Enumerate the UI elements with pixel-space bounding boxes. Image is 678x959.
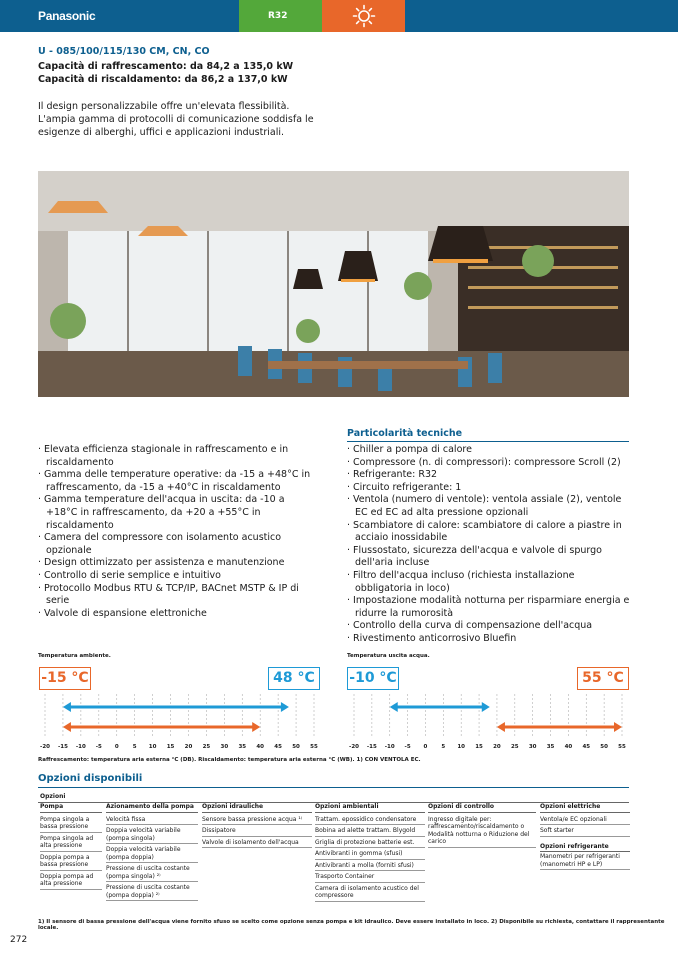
tick-label: 40 [564,744,573,750]
water-min-box: -10 °C [347,667,399,690]
options-item: Soft starter [540,826,630,837]
water-max-box: 55 °C [577,667,629,690]
options-column-head: Opzioni di controllo [428,803,536,813]
tick-label: 35 [546,744,555,750]
feature-item: · Design ottimizzato per assistenza e manutenzione [38,557,285,569]
options-item: Pressione di uscita costante (pompa doppia) ²⁾ [106,883,198,901]
tick-label: 50 [600,744,608,750]
options-title: Opzioni disponibili [38,773,143,784]
ambient-min-box: -15 °C [39,667,91,690]
tick-label: 30 [220,744,229,750]
heating-range-arrow-head-right [252,722,260,732]
options-column-head: Opzioni elettriche [540,803,630,813]
cooling-range-arrow-head-left [390,702,398,712]
tick-label: 45 [274,744,282,750]
tick-label: 30 [528,744,537,750]
options-item: Doppia pompa ad alta pressione [40,872,102,890]
ambient-max-box: 48 °C [268,667,320,690]
tech-divider [347,441,629,442]
feature-item: · Gamma temperature dell'acqua in uscita: da -10 a +18°C in raffrescamento, da +20 a +55°C in riscaldamento [38,494,285,531]
cooling-range-arrow-head-left [63,702,71,712]
tick-label: 0 [114,744,119,750]
tick-label: 25 [202,744,211,750]
options-column [315,803,425,903]
options-column [106,803,198,902]
options-item: Doppia pompa a bassa pressione [40,853,102,871]
tick-label: 20 [493,744,501,750]
options-item: Valvole di isolamento dell'acqua [202,838,312,849]
options-item: Sensore bassa pressione acqua ¹⁾ [202,815,312,826]
tech-item: · Circuito refrigerante: 1 [347,481,462,493]
options-divider [38,787,629,788]
tick-label: 15 [166,744,175,750]
tech-item: · Ventola (numero di ventole): ventola assiale (2), ventole EC ed EC ad alta pressione opzionali [347,494,622,518]
tech-item: · Rivestimento anticorrosivo Bluefin [347,632,517,644]
options-item: Trattam. epossidico condensatore [315,815,425,826]
tick-label: 25 [510,744,519,750]
model-title: U - 085/100/115/130 CM, CN, CO [38,46,210,57]
footnote: 1) Il sensore di bassa pressione dell'acqua viene fornito sfuso se scelto come opzione senza pompa e kit idraulico. Deve essere installato in loco. 2) Disponibile su richiesta, contattare il rappresentante locale. [38,919,665,931]
tick-label: 35 [238,744,247,750]
options-column [428,803,536,849]
tick-label: 10 [457,744,466,750]
options-column-head: Opzioni idrauliche [202,803,312,813]
tick-label: -20 [40,744,50,750]
intro-line: L'ampia gamma di protocolli di comunicazione soddisfa le [38,114,314,125]
feature-item: · Protocollo Modbus RTU & TCP/IP, BACnet MSTP & IP di serie [38,582,299,607]
cooling-range-arrow-head-right [281,702,289,712]
options-item: Doppia velocità variabile (pompa doppia) [106,845,198,863]
page-number: 272 [10,935,28,945]
sun-icon [352,4,376,28]
feature-item: · Gamma delle temperature operative: da -15 a +48°C in raffrescamento, da -15 a +40°C in riscaldamento [38,469,311,493]
tick-label: 5 [132,744,137,750]
options-item: Griglia di protezione batterie est. [315,838,425,849]
options-item: Trasporto Container [315,872,425,883]
tick-label: -20 [349,744,359,750]
tech-item: · Flussostato, sicurezza dell'acqua e valvole di spurgo dell'aria incluse [347,544,602,569]
tick-label: 20 [184,744,193,750]
heating-range-arrow-head-left [497,722,505,732]
range-footnote: Raffrescamento: temperatura aria esterna °C (DB). Riscaldamento: temperatura aria esterna °C (WB). 1) CON VENTOLA EC. [38,757,421,763]
tick-label: 15 [475,744,483,750]
feature-item: · Valvole di espansione elettroniche [38,607,207,619]
options-item: Bobina ad alette trattam. Blygold [315,826,425,837]
options-subhead [40,793,65,801]
tick-label: -10 [384,744,395,750]
options-item: Dissipatore [202,826,312,837]
options-column [540,803,630,870]
tick-label: 0 [423,744,428,750]
heating-range-arrow-head-left [63,722,71,732]
tick-label: 55 [310,744,318,750]
cooling-range-arrow-head-right [482,702,490,712]
options-column-head: Azionamento della pompa [106,803,198,813]
tech-item: · Chiller a pompa di calore [347,444,472,455]
options-column [40,803,102,891]
tech-title: Particolarità tecniche [347,428,463,439]
range-charts [0,690,678,754]
options-column-head: Opzioni ambientali [315,803,425,813]
intro-line: esigenze di alberghi, uffici e applicazioni industriali. [38,127,285,138]
tick-label: 40 [256,744,265,750]
options-item: Pompa singola ad alta pressione [40,834,102,852]
options-column-head: Pompa [40,803,102,813]
heating-range-arrow-head-right [614,722,622,732]
intro-line: Il design personalizzabile offre un'elevata flessibilità. [38,101,290,112]
restaurant-photo [38,171,629,397]
options-item: Antivibranti a molla (forniti sfusi) [315,861,425,872]
options-item: Velocità fissa [106,815,198,826]
feature-item: · Controllo di serie semplice e intuitivo [38,569,221,581]
refrigerant-label: R32 [268,11,288,21]
options-item: Antivibranti in gomma (sfusi) [315,849,425,860]
cooling-capacity: Capacità di raffrescamento: da 84,2 a 135,0 kW [38,61,294,72]
tick-label: -15 [57,744,68,750]
options-item: Pressione di uscita costante (pompa singola) ²⁾ [106,864,198,882]
options-subhead-label: Opzioni [40,793,66,800]
tick-label: -15 [366,744,377,750]
ambient-range-label: Temperatura ambiente. [38,653,111,659]
tick-label: 5 [441,744,446,750]
options-item: Camera di isolamento acustico del compressore [315,884,425,902]
tick-label: -5 [95,744,102,750]
tech-list [347,444,632,646]
tech-item: · Refrigerante: R32 [347,469,438,481]
options-item: Manometri per refrigeranti (manometri HP e LP) [540,852,630,870]
intro-text [38,100,338,139]
options-item: Ingresso digitale per: raffrescamento/riscaldamento o Modalità notturna o Riduzione del carico [428,815,536,848]
features-list [38,444,318,620]
heating-capacity: Capacità di riscaldamento: da 86,2 a 137,0 kW [38,74,288,85]
tick-label: 50 [292,744,300,750]
options-item: Ventola/e EC opzionali [540,815,630,826]
brand-logo: Panasonic [38,9,96,23]
water-range-label: Temperatura uscita acqua. [347,653,430,659]
options-column [202,803,312,849]
tech-item: · Compressore (n. di compressori): compressore Scroll (2) [347,456,621,468]
tick-label: 45 [582,744,591,750]
feature-item: · Elevata efficienza stagionale in raffrescamento e in riscaldamento [38,444,289,468]
tick-label: 55 [618,744,626,750]
tech-item: · Scambiatore di calore: scambiatore di calore a piastre in acciaio inossidabile [347,519,622,544]
feature-item: · Camera del compressore con isolamento acustico opzionale [38,532,282,556]
tech-item: · Filtro dell'acqua incluso (richiesta installazione obbligatoria in loco) [347,569,575,594]
options-item: Pompa singola a bassa pressione [40,815,102,833]
tick-label: -5 [404,744,411,750]
options-item: Doppia velocità variabile (pompa singola) [106,826,198,844]
tech-item: · Impostazione modalità notturna per risparmiare energia e ridurre la rumorosità [347,595,630,619]
tick-label: 10 [148,744,157,750]
tick-label: -10 [75,744,86,750]
options-column-head: Opzioni refrigerante [540,843,630,853]
tech-item: · Controllo della curva di compensazione dell'acqua [347,620,593,632]
